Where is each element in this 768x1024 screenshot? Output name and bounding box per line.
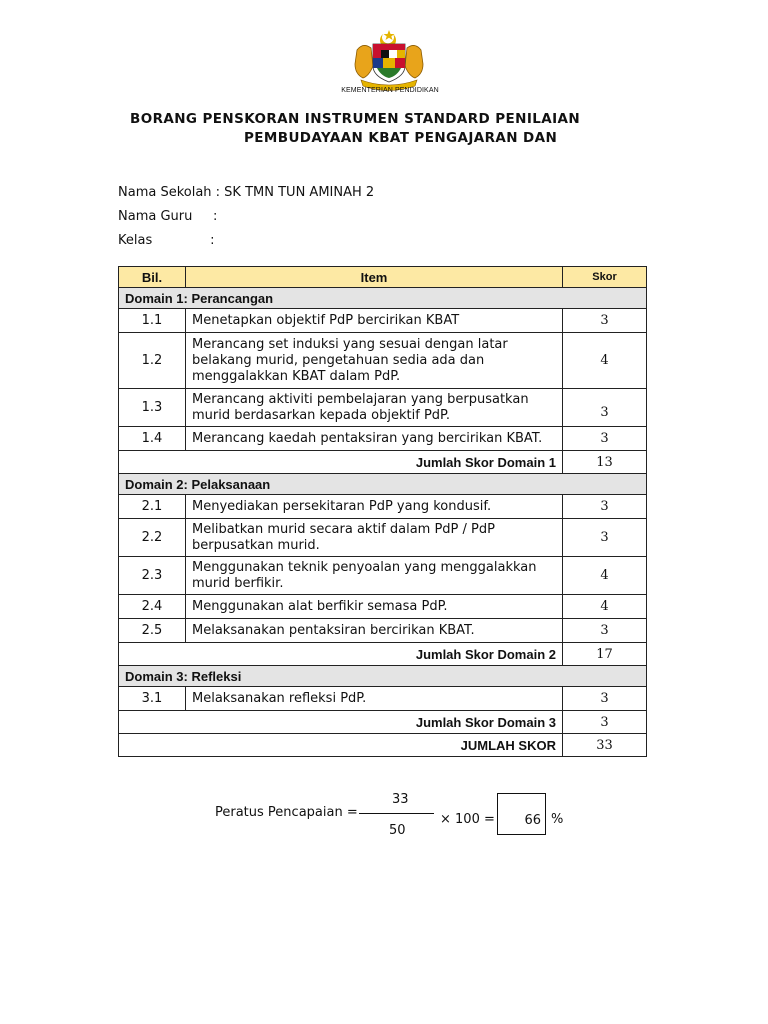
table-row: 1.2 Merancang set induksi yang sesuai dengan latar belakang murid, pengetahuan sedia ada dan menggalakkan KBAT dalam PdP. 4 [119, 333, 647, 389]
domain-total-row: Jumlah Skor Domain 2 17 [119, 643, 647, 666]
form-title-line1: BORANG PENSKORAN INSTRUMEN STANDARD PENILAIAN [130, 111, 581, 127]
score-table [118, 266, 647, 757]
result-box [497, 793, 546, 835]
table-row: 2.1 Menyediakan persekitaran PdP yang kondusif. 3 [119, 495, 647, 519]
class-field: Kelas : [118, 233, 215, 248]
table-row: 2.3 Menggunakan teknik penyoalan yang menggalakkan murid berfikir. 4 [119, 557, 647, 595]
domain-total-row: Jumlah Skor Domain 1 13 [119, 451, 647, 474]
fraction-line [359, 813, 434, 814]
school-name-field: Nama Sekolah : SK TMN TUN AMINAH 2 [118, 185, 375, 200]
achievement-percentage-label: Peratus Pencapaian = [215, 805, 358, 820]
table-row: 2.4 Menggunakan alat berfikir semasa PdP. 4 [119, 595, 647, 619]
header-skor: Skor [563, 267, 647, 288]
domain-total-row: Jumlah Skor Domain 3 3 [119, 711, 647, 734]
result-value: 66 [524, 813, 541, 828]
header-item: Item [186, 267, 563, 288]
fraction-numerator: 33 [392, 792, 409, 807]
domain-heading: Domain 2: Pelaksanaan [119, 474, 647, 495]
table-row: 3.1 Melaksanakan refleksi PdP. 3 [119, 687, 647, 711]
grand-total-row: JUMLAH SKOR 33 [119, 734, 647, 757]
table-row: 2.2 Melibatkan murid secara aktif dalam PdP / PdP berpusatkan murid. 3 [119, 519, 647, 557]
domain-heading: Domain 1: Perancangan [119, 288, 647, 309]
table-row: 2.5 Melaksanakan pentaksiran bercirikan KBAT. 3 [119, 619, 647, 643]
table-row: 1.1 Menetapkan objektif PdP bercirikan KBAT 3 [119, 309, 647, 333]
header-bil: Bil. [119, 267, 186, 288]
fraction-denominator: 50 [389, 823, 406, 838]
percent-sign: % [551, 812, 564, 827]
table-header-row [119, 267, 647, 288]
form-title-line2: PEMBUDAYAAN KBAT PENGAJARAN DAN [244, 130, 558, 146]
teacher-name-field: Nama Guru : [118, 209, 218, 224]
domain-heading: Domain 3: Refleksi [119, 666, 647, 687]
logo-caption: KEMENTERIAN PENDIDIKAN [341, 87, 439, 94]
table-row: 1.3 Merancang aktiviti pembelajaran yang berpusatkan murid berdasarkan kepada objektif PdP. 3 [119, 389, 647, 427]
table-row: 1.4 Merancang kaedah pentaksiran yang bercirikan KBAT. 3 [119, 427, 647, 451]
multiplier-text: × 100 = [440, 812, 495, 827]
